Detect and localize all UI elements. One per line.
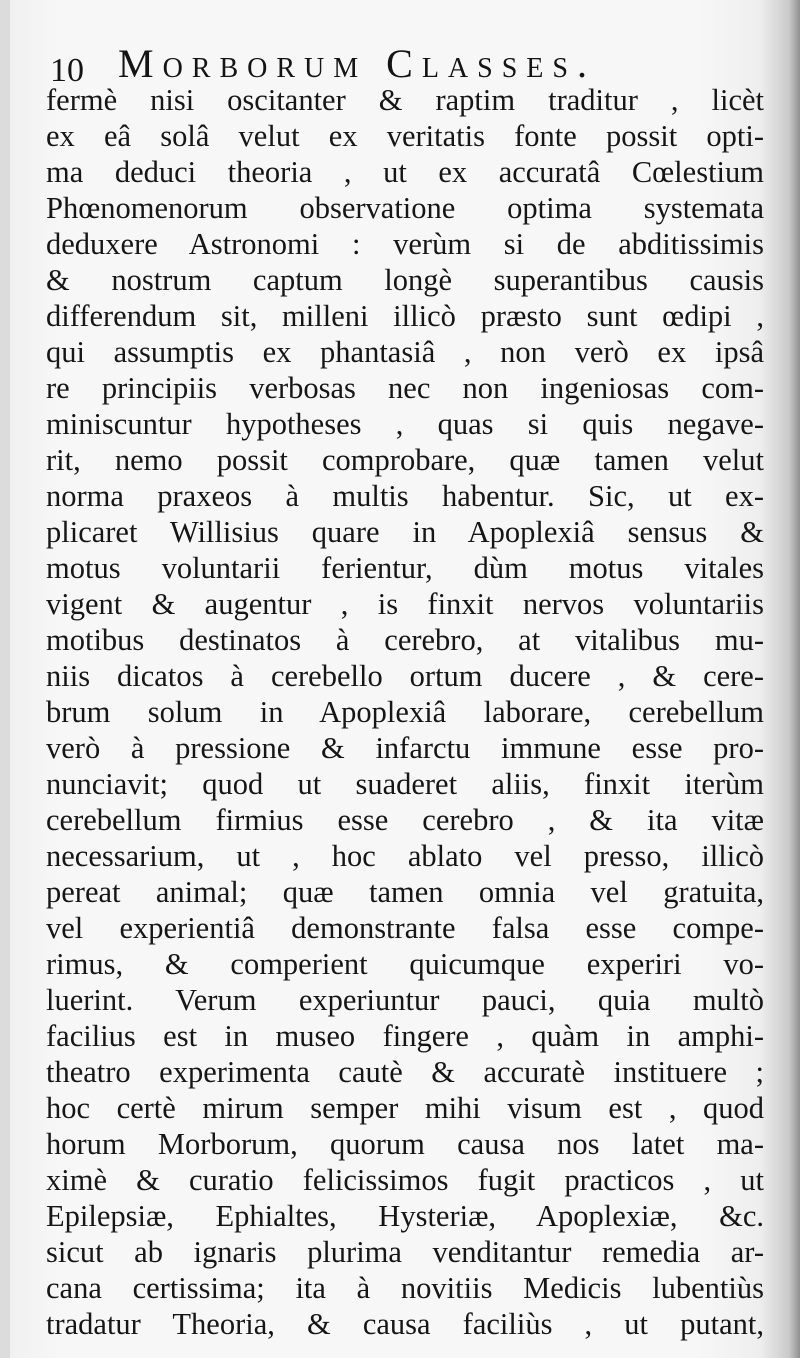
text-line: plicaret Willisius quare in Apoplexiâ sensus &	[46, 515, 764, 549]
text-line: & nostrum captum longè superantibus causis	[46, 263, 764, 297]
text-line: sicut ab ignaris plurima venditantur remedia ar-	[46, 1235, 764, 1269]
text-line: brum solum in Apoplexiâ laborare, cerebellum	[46, 695, 764, 729]
page-right-shadow	[788, 0, 800, 1358]
text-line: vel experientiâ demonstrante falsa esse compe-	[46, 911, 764, 945]
text-line: hoc certè mirum semper mihi visum est , quod	[46, 1091, 764, 1125]
text-line: horum Morborum, quorum causa nos latet ma-	[46, 1127, 764, 1161]
body-text	[46, 82, 764, 1342]
text-line: necessarium, ut , hoc ablato vel presso, illicò	[46, 839, 764, 873]
text-line: rimus, & comperient quicumque experiri vo-	[46, 947, 764, 981]
text-line: facilius est in museo fingere , quàm in amphi-	[46, 1019, 764, 1053]
text-line: differendum sit, milleni illicò præsto sunt œdipi ,	[46, 299, 764, 333]
text-line: ex eâ solâ velut ex veritatis fonte possit opti-	[46, 119, 764, 153]
text-line: motus voluntarii ferientur, dùm motus vitales	[46, 551, 764, 585]
text-line: qui assumptis ex phantasiâ , non verò ex ipsâ	[46, 335, 764, 369]
text-line: tradatur Theoria, & causa faciliùs , ut putant,	[46, 1307, 764, 1341]
text-line: norma praxeos à multis habentur. Sic, ut ex-	[46, 479, 764, 513]
text-line: deduxere Astronomi : verùm si de abditissimis	[46, 227, 764, 261]
text-line: Epilepsiæ, Ephialtes, Hysteriæ, Apoplexiæ, &c.	[46, 1199, 764, 1233]
text-line: re principiis verbosas nec non ingeniosas com-	[46, 371, 764, 405]
running-title: Morborum Classes.	[118, 41, 596, 86]
text-line: verò à pressione & infarctu immune esse pro-	[46, 731, 764, 765]
text-line: cana certissima; ita à novitiis Medicis lubentiùs	[46, 1271, 764, 1305]
text-line: luerint. Verum experiuntur pauci, quia multò	[46, 983, 764, 1017]
text-line: ximè & curatio felicissimos fugit practicos , ut	[46, 1163, 764, 1197]
text-line: miniscuntur hypotheses , quas si quis negave-	[46, 407, 764, 441]
text-line: vigent & augentur , is finxit nervos voluntariis	[46, 587, 764, 621]
text-line: fermè nisi oscitanter & raptim traditur , licèt	[46, 83, 764, 117]
text-line: ma deduci theoria , ut ex accuratâ Cœlestium	[46, 155, 764, 189]
text-line: motibus destinatos à cerebro, at vitalibus mu-	[46, 623, 764, 657]
text-line: niis dicatos à cerebello ortum ducere , & cere-	[46, 659, 764, 693]
text-line: nunciavit; quod ut suaderet aliis, finxit iterùm	[46, 767, 764, 801]
text-line: theatro experimenta cautè & accuratè instituere ;	[46, 1055, 764, 1089]
page-left-edge	[0, 0, 10, 1358]
text-line: rit, nemo possit comprobare, quæ tamen velut	[46, 443, 764, 477]
page-number: 10	[50, 52, 84, 89]
text-line: Phœnomenorum observatione optima systemata	[46, 191, 764, 225]
text-line: cerebellum firmius esse cerebro , & ita vitæ	[46, 803, 764, 837]
text-line: pereat animal; quæ tamen omnia vel gratuita,	[46, 875, 764, 909]
